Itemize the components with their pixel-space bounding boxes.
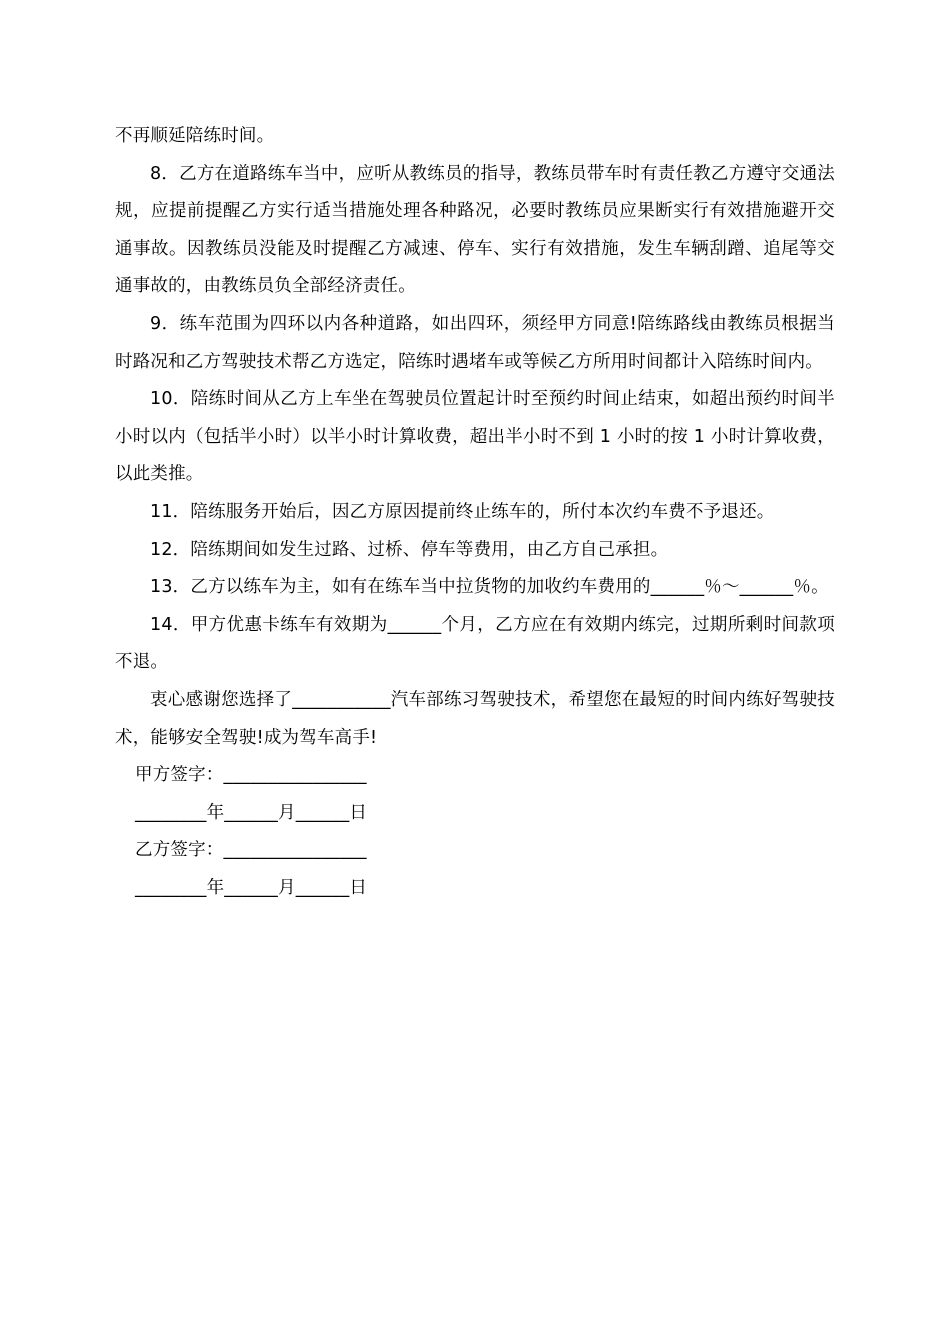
party-b-signature-line: 乙方签字：________________ — [135, 840, 367, 861]
paragraph-clause-10: 10．陪练时间从乙方上车坐在驾驶员位置起计时至预约时间止结束，如超出预约时间半小时以内（包括半小时）以半小时计算收费，超出半小时不到 1 小时的按 1 小时计算收费，以此类推。 — [115, 389, 835, 485]
paragraph-thanks: 衷心感谢您选择了___________汽车部练习驾驶技术，希望您在最短的时间内练好驾驶技术，能够安全驾驶!成为驾车高手! — [115, 689, 835, 748]
document-body — [115, 118, 835, 907]
paragraph-clause-11: 11．陪练服务开始后，因乙方原因提前终止练车的，所付本次约车费不予退还。 — [150, 501, 775, 522]
paragraph-clause-12: 12．陪练期间如发生过路、过桥、停车等费用，由乙方自己承担。 — [150, 539, 669, 560]
paragraph-clause-8: 8．乙方在道路练车当中，应听从教练员的指导，教练员带车时有责任教乙方遵守交通法规，应提前提醒乙方实行适当措施处理各种路况，必要时教练员应果断实行有效措施避开交通事故。因教练员没能及时提醒乙方减速、停车、实行有效措施，发生车辆刮蹭、追尾等交通事故的，由教练员负全部经济责任。 — [115, 163, 835, 297]
party-b-date-line: ________年______月______日 — [135, 877, 368, 898]
paragraph-continuation: 不再顺延陪练时间。 — [115, 126, 275, 146]
party-a-signature-line: 甲方签字：________________ — [135, 765, 367, 786]
paragraph-clause-14: 14．甲方优惠卡练车有效期为______个月，乙方应在有效期内练完，过期所剩时间款项不退。 — [115, 614, 835, 673]
paragraph-clause-9: 9．练车范围为四环以内各种道路，如出四环，须经甲方同意!陪练路线由教练员根据当时路况和乙方驾驶技术帮乙方选定，陪练时遇堵车或等候乙方所用时间都计入陪练时间内。 — [115, 313, 835, 372]
party-a-date-line: ________年______月______日 — [135, 802, 368, 823]
paragraph-clause-13: 13．乙方以练车为主，如有在练车当中拉货物的加收约车费用的______％～______％。 — [150, 577, 829, 598]
